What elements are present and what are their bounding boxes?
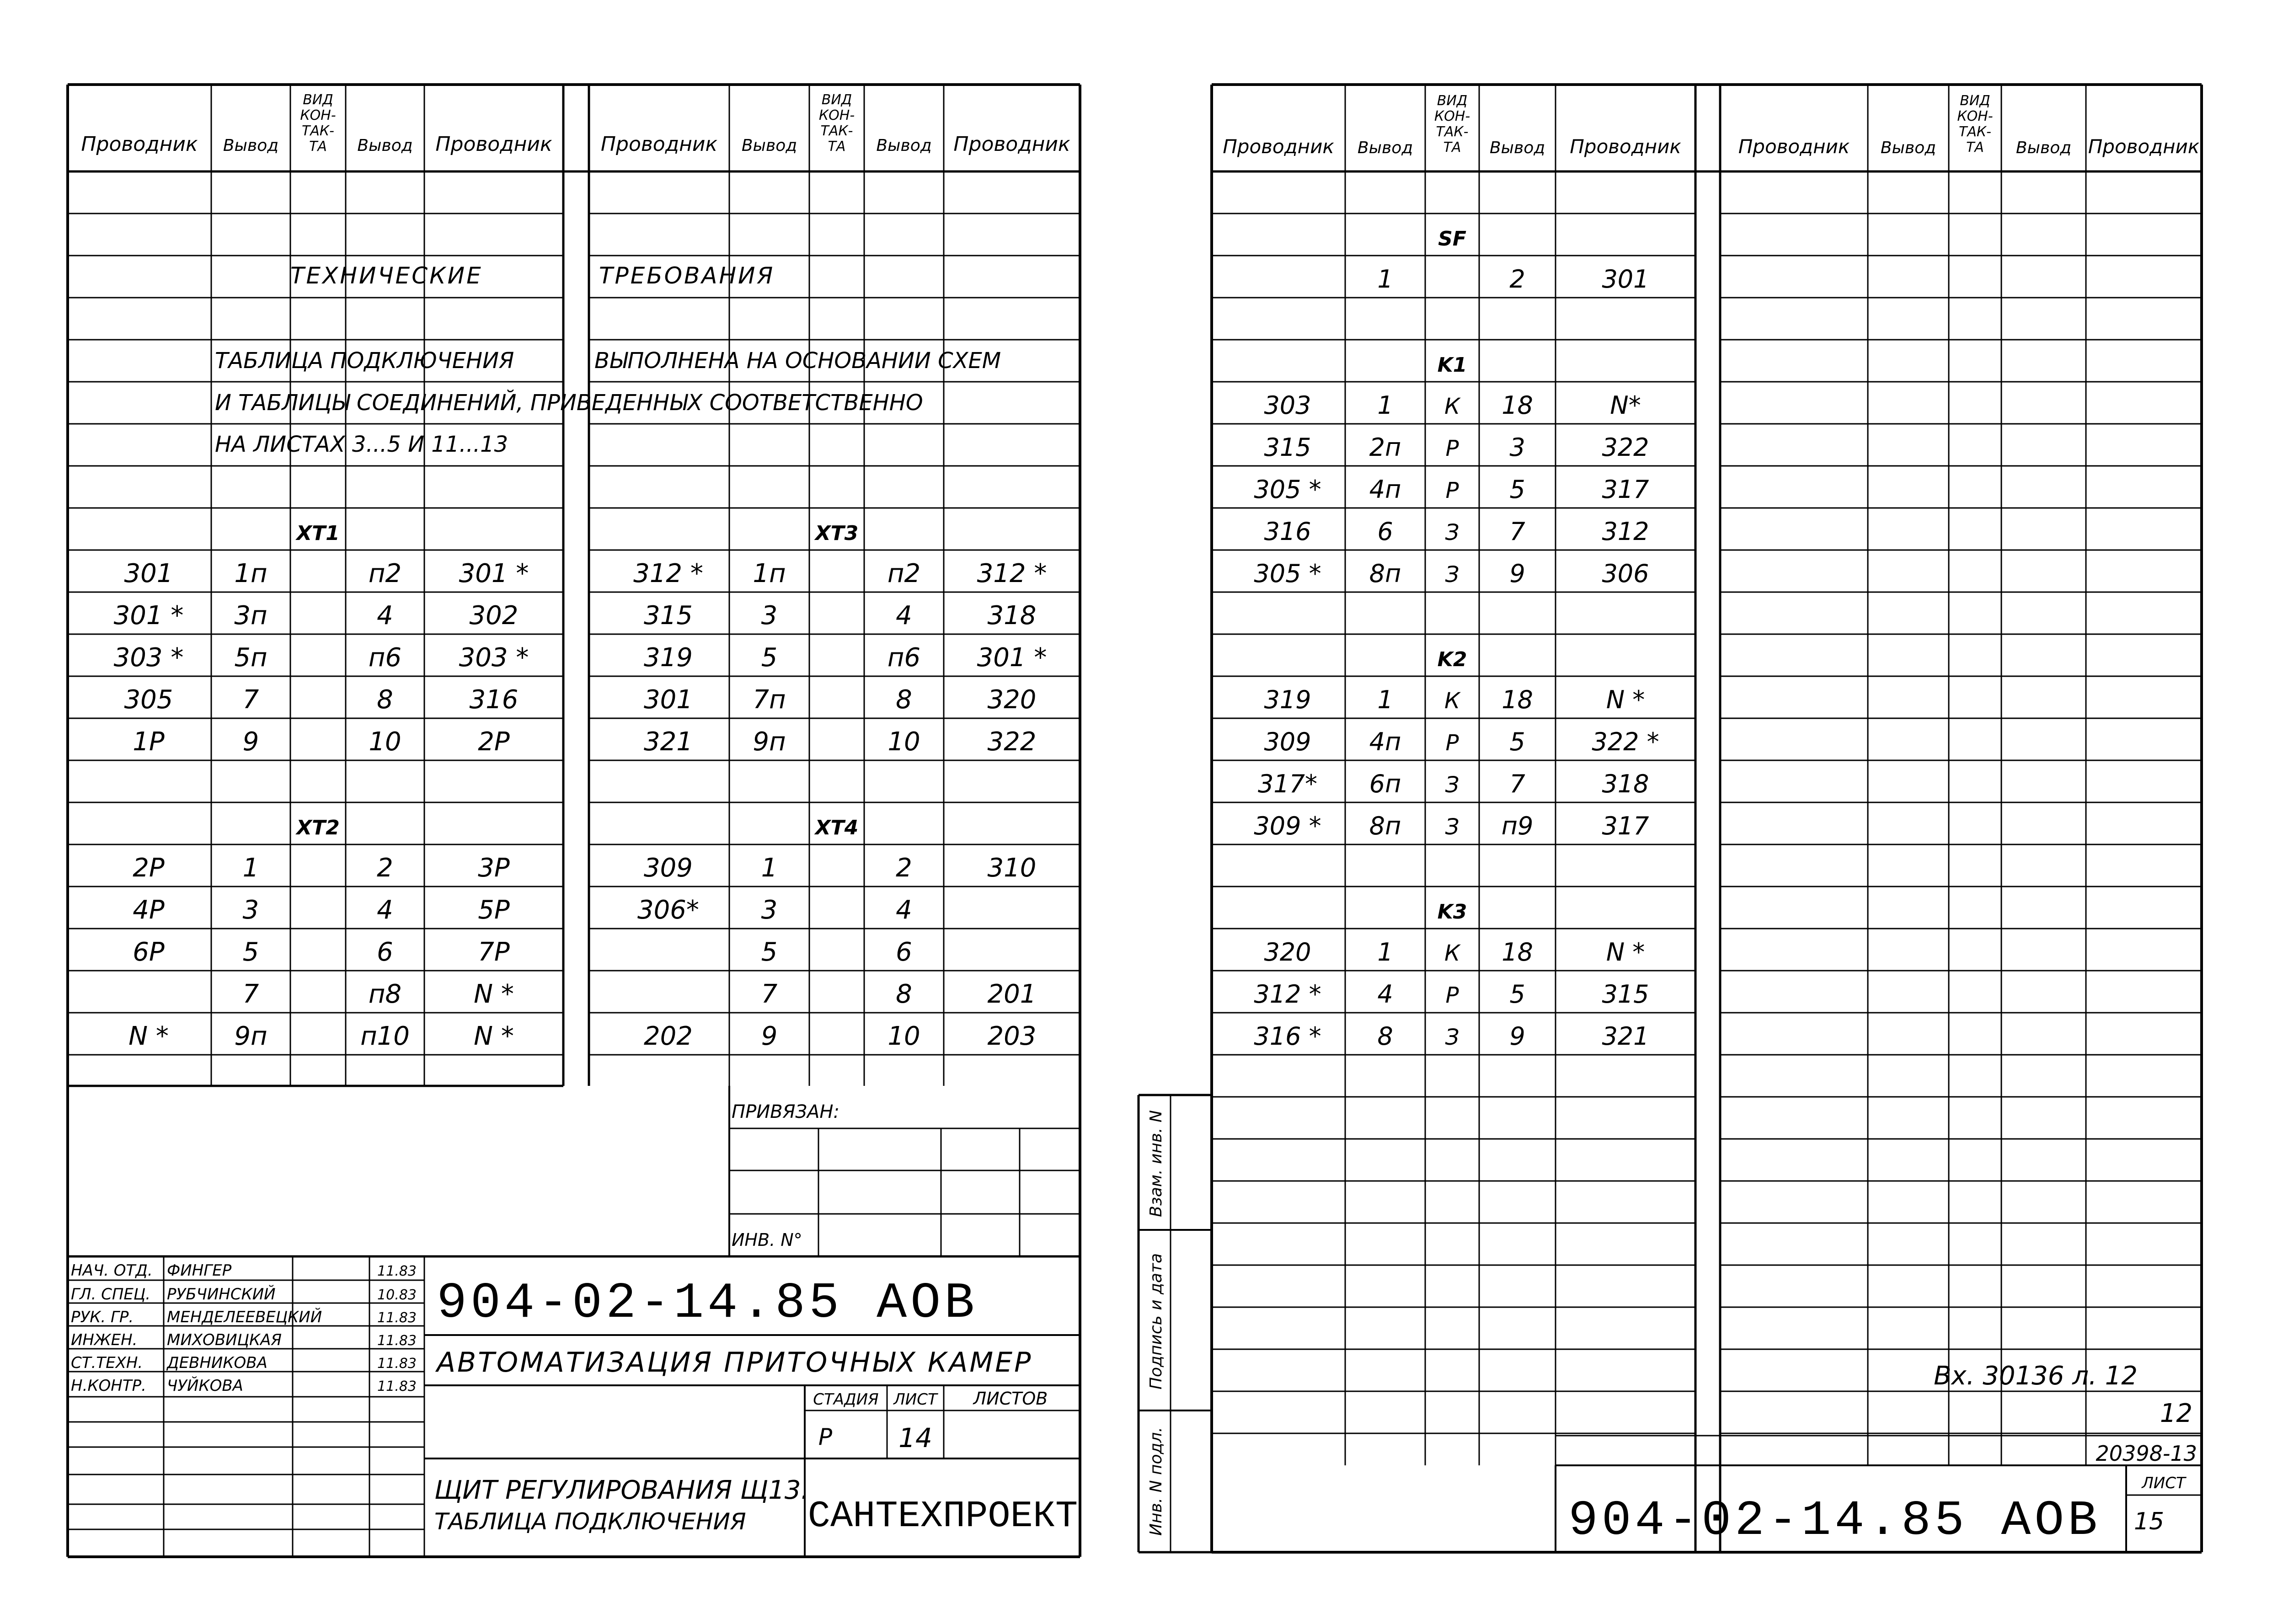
xt2-cell-conductor: 4Р bbox=[133, 895, 165, 925]
archive-number: 20398-13 bbox=[2096, 1441, 2197, 1466]
relay-cell-contact: Р bbox=[1445, 436, 1459, 461]
xt3-cell-conductor: 321 bbox=[644, 727, 693, 757]
incoming-note: Вх. 30136 л. 12 bbox=[1934, 1361, 2138, 1391]
relay-cell-contact: Р bbox=[1445, 983, 1459, 1008]
stage-label: СТАДИЯ bbox=[813, 1390, 879, 1409]
relay-cell-conductor-2: 312 bbox=[1602, 517, 1649, 546]
xt4-cell-conductor: 306* bbox=[637, 895, 699, 925]
xt3-cell-output: 5 bbox=[761, 643, 778, 673]
relay-cell-conductor-2: 315 bbox=[1602, 980, 1649, 1009]
role-label: ГЛ. СПЕЦ. bbox=[71, 1285, 151, 1303]
xt2-cell-conductor-2: 5Р bbox=[478, 895, 510, 925]
xt2-cell-output: 5 bbox=[242, 937, 259, 967]
xt4-cell-output: 1 bbox=[761, 853, 778, 883]
xt1-cell-output: 7 bbox=[242, 685, 259, 715]
xt4-cell-output: 7 bbox=[761, 979, 778, 1009]
right-header-contact: КОН- bbox=[818, 107, 855, 123]
rs-left-header-contact: ТА bbox=[1443, 139, 1461, 155]
xt1-cell-output: 5п bbox=[234, 643, 267, 673]
xt2-cell-output-2: п10 bbox=[360, 1021, 410, 1051]
privyazan-label: ПРИВЯЗАН: bbox=[732, 1101, 839, 1122]
xt1-cell-conductor: 301 bbox=[124, 559, 173, 588]
xt2-cell-output: 7 bbox=[242, 979, 259, 1009]
relay-cell-conductor: 317* bbox=[1257, 769, 1318, 798]
org-name: САНТЕХПРОЕКТ bbox=[807, 1495, 1078, 1538]
relay-cell-conductor-2: 301 bbox=[1602, 265, 1649, 294]
relay-cell-output-2: 5 bbox=[1509, 727, 1525, 756]
relay-cell-output: 1 bbox=[1377, 685, 1393, 714]
right-header-output: Вывод bbox=[741, 136, 797, 155]
relay-cell-conductor-2: 317 bbox=[1602, 812, 1649, 840]
left-header-conductor: Проводник bbox=[81, 133, 198, 156]
right-header-output-2: Вывод bbox=[876, 136, 932, 155]
relay-cell-conductor-2: 306 bbox=[1602, 559, 1649, 588]
tech-line-3: НА ЛИСТАХ 3...5 И 11...13 bbox=[215, 432, 508, 457]
xt2-cell-conductor-2: 7Р bbox=[478, 937, 510, 967]
xt1-cell-conductor: 301 * bbox=[113, 601, 184, 630]
right-sheet-drawing bbox=[1097, 0, 2283, 1624]
xt3-cell-conductor: 319 bbox=[644, 643, 693, 673]
relay-cell-contact: Р bbox=[1445, 478, 1459, 503]
relay-cell-output-2: 7 bbox=[1509, 769, 1525, 798]
relay-cell-output-2: 18 bbox=[1502, 685, 1533, 714]
relay-cell-contact: З bbox=[1445, 562, 1460, 588]
left-header-contact: ТАК- bbox=[302, 123, 334, 139]
relay-cell-conductor: 319 bbox=[1264, 685, 1311, 714]
relay-cell-output-2: 18 bbox=[1502, 391, 1533, 420]
relay-cell-conductor: 315 bbox=[1264, 433, 1311, 462]
relay-cell-output-2: 3 bbox=[1509, 433, 1525, 462]
xt4-cell-output-2: 8 bbox=[896, 979, 912, 1009]
xt4-cell-conductor-2: 201 bbox=[987, 979, 1037, 1009]
xt2-cell-conductor-2: N * bbox=[474, 979, 514, 1009]
rs-right-header-contact: КОН- bbox=[1957, 108, 1993, 124]
inv-no-label: ИНВ. N° bbox=[732, 1230, 802, 1250]
xt3-cell-output: 1п bbox=[753, 559, 786, 588]
xt3-cell-conductor-2: 301 * bbox=[977, 643, 1047, 673]
role-date: 11.83 bbox=[377, 1378, 417, 1394]
relay-cell-conductor: 316 bbox=[1264, 517, 1311, 546]
xt3-cell-conductor: 312 * bbox=[633, 559, 703, 588]
xt2-cell-output-2: п8 bbox=[368, 979, 402, 1009]
xt4-cell-conductor: 202 bbox=[644, 1021, 693, 1051]
xt4-cell-output: 5 bbox=[761, 937, 778, 967]
xt1-cell-output-2: 4 bbox=[377, 601, 393, 630]
relay-group-label: K1 bbox=[1437, 353, 1467, 377]
xt1-cell-conductor: 1Р bbox=[133, 727, 165, 757]
side-label-replace-inv: Взам. инв. N bbox=[1147, 1110, 1166, 1217]
xt4-cell-output: 3 bbox=[761, 895, 778, 925]
xt2-cell-output: 1 bbox=[242, 853, 259, 883]
role-label: СТ.ТЕХН. bbox=[71, 1354, 143, 1372]
drawing-code: 904-02-14.85 АОВ bbox=[437, 1275, 978, 1332]
relay-cell-conductor-2: N* bbox=[1610, 391, 1641, 420]
xt3-cell-output-2: 10 bbox=[888, 727, 920, 757]
relay-group-label: K3 bbox=[1437, 900, 1467, 924]
xt1-cell-conductor: 305 bbox=[124, 685, 173, 715]
relay-cell-output-2: 9 bbox=[1509, 559, 1525, 588]
role-date: 11.83 bbox=[377, 1356, 417, 1372]
relay-cell-contact: З bbox=[1445, 814, 1460, 840]
role-label: НАЧ. ОТД. bbox=[71, 1261, 153, 1280]
project-name: АВТОМАТИЗАЦИЯ ПРИТОЧНЫХ КАМЕР bbox=[437, 1346, 1033, 1378]
xt2-cell-output-2: 2 bbox=[377, 853, 393, 883]
xt3-cell-conductor-2: 322 bbox=[987, 727, 1037, 757]
xt1-cell-output-2: п6 bbox=[368, 643, 402, 673]
drawing-code-right: 904-02-14.85 АОВ bbox=[1568, 1493, 2101, 1549]
relay-cell-conductor-2: 322 bbox=[1602, 433, 1649, 462]
relay-cell-output: 4 bbox=[1377, 980, 1393, 1009]
xt4-cell-conductor: 309 bbox=[644, 853, 693, 883]
xt4-cell-output-2: 6 bbox=[896, 937, 912, 967]
rs-right-header-conductor-2: Проводник bbox=[2088, 135, 2200, 158]
rs-left-header-contact: КОН- bbox=[1434, 108, 1470, 124]
relay-cell-conductor: 305 * bbox=[1254, 475, 1321, 504]
relay-cell-output-2: 9 bbox=[1509, 1022, 1525, 1051]
relay-cell-output: 8п bbox=[1369, 812, 1401, 840]
tech-line-1a: ТАБЛИЦА ПОДКЛЮЧЕНИЯ bbox=[215, 348, 514, 374]
relay-cell-contact: К bbox=[1444, 688, 1460, 714]
role-date: 11.83 bbox=[377, 1263, 417, 1279]
left-header-output: Вывод bbox=[223, 136, 279, 155]
right-header-contact: ТАК- bbox=[820, 123, 853, 139]
relay-cell-output-2: п9 bbox=[1501, 812, 1534, 840]
xt2-group-label: XT2 bbox=[296, 816, 340, 839]
role-label: РУК. ГР. bbox=[71, 1308, 134, 1326]
xt2-cell-output-2: 4 bbox=[377, 895, 393, 925]
xt2-cell-conductor: N * bbox=[128, 1021, 169, 1051]
tech-line-1b: ВЫПОЛНЕНА НА ОСНОВАНИИ СХЕМ bbox=[594, 348, 1001, 374]
relay-cell-output: 4п bbox=[1369, 475, 1401, 504]
rs-left-header-conductor: Проводник bbox=[1223, 135, 1334, 158]
relay-cell-output: 6п bbox=[1369, 769, 1401, 798]
xt3-cell-conductor: 301 bbox=[644, 685, 693, 715]
relay-cell-conductor-2: N * bbox=[1606, 938, 1645, 967]
xt3-cell-conductor: 315 bbox=[644, 601, 693, 630]
xt1-cell-output-2: 8 bbox=[377, 685, 393, 715]
xt1-cell-output-2: 10 bbox=[369, 727, 401, 757]
relay-cell-contact: К bbox=[1444, 940, 1460, 966]
role-name: МИХОВИЦКАЯ bbox=[167, 1331, 282, 1349]
side-label-inv-original: Инв. N подл. bbox=[1147, 1427, 1166, 1536]
rs-right-header-contact: ТА bbox=[1966, 139, 1984, 155]
right-header-contact: ТА bbox=[828, 139, 846, 155]
xt4-group-label: XT4 bbox=[815, 816, 859, 839]
xt3-cell-output: 9п bbox=[753, 727, 786, 757]
relay-cell-output: 1 bbox=[1377, 391, 1393, 420]
relay-cell-conductor: 312 * bbox=[1254, 980, 1321, 1009]
relay-cell-conductor: 316 * bbox=[1254, 1022, 1321, 1051]
relay-cell-contact: З bbox=[1445, 520, 1460, 545]
rs-right-header-output: Вывод bbox=[1880, 139, 1936, 157]
role-date: 10.83 bbox=[377, 1287, 417, 1303]
xt2-cell-conductor: 2Р bbox=[133, 853, 165, 883]
role-name: РУБЧИНСКИЙ bbox=[167, 1285, 276, 1303]
drawing-title-1: ЩИТ РЕГУЛИРОВАНИЯ Щ13. bbox=[434, 1475, 809, 1505]
relay-cell-output: 8п bbox=[1369, 559, 1401, 588]
xt3-cell-conductor-2: 318 bbox=[987, 601, 1037, 630]
left-header-contact: ТА bbox=[309, 139, 327, 155]
rs-right-header-contact: ТАК- bbox=[1959, 124, 1991, 140]
rs-right-header-output-2: Вывод bbox=[2016, 139, 2072, 157]
xt1-cell-conductor-2: 301 * bbox=[459, 559, 529, 588]
relay-cell-conductor: 303 bbox=[1264, 391, 1311, 420]
role-label: Н.КОНТР. bbox=[71, 1377, 146, 1395]
xt4-cell-output-2: 10 bbox=[888, 1021, 920, 1051]
xt3-cell-output: 7п bbox=[753, 685, 786, 715]
relay-group-label: SF bbox=[1438, 227, 1466, 251]
relay-cell-contact: К bbox=[1444, 394, 1460, 419]
role-name: ФИНГЕР bbox=[167, 1261, 232, 1280]
xt1-cell-output-2: п2 bbox=[368, 559, 402, 588]
xt1-cell-output: 1п bbox=[234, 559, 267, 588]
role-name: МЕНДЕЛЕЕВЕЦКИЙ bbox=[167, 1308, 322, 1326]
stage-value: Р bbox=[818, 1424, 833, 1450]
right-header-conductor: Проводник bbox=[600, 133, 718, 156]
xt1-cell-conductor-2: 303 * bbox=[459, 643, 529, 673]
relay-cell-output: 1 bbox=[1377, 265, 1393, 294]
xt3-cell-conductor-2: 312 * bbox=[977, 559, 1047, 588]
xt4-cell-output-2: 4 bbox=[896, 895, 912, 925]
tech-title-2: ТРЕБОВАНИЯ bbox=[599, 262, 775, 289]
xt2-cell-output: 3 bbox=[242, 895, 259, 925]
rs-left-header-contact: ВИД bbox=[1437, 93, 1468, 109]
xt1-cell-output: 3п bbox=[234, 601, 267, 630]
relay-cell-output: 1 bbox=[1377, 938, 1393, 967]
right-sheet bbox=[1097, 0, 2283, 1624]
relay-cell-conductor: 320 bbox=[1264, 938, 1311, 967]
tech-line-2: И ТАБЛИЦЫ СОЕДИНЕНИЙ, ПРИВЕДЕННЫХ СООТВЕТСТВЕННО bbox=[215, 390, 923, 416]
rs-right-header-conductor: Проводник bbox=[1738, 135, 1850, 158]
relay-cell-output: 8 bbox=[1377, 1022, 1393, 1051]
xt4-cell-conductor-2: 310 bbox=[987, 853, 1037, 883]
tech-title-1: ТЕХНИЧЕСКИЕ bbox=[290, 262, 483, 289]
xt3-cell-conductor-2: 320 bbox=[987, 685, 1037, 715]
role-date: 11.83 bbox=[377, 1333, 417, 1349]
sheet-value: 14 bbox=[898, 1422, 932, 1453]
relay-cell-contact: Р bbox=[1445, 730, 1459, 756]
relay-cell-output-2: 18 bbox=[1502, 938, 1533, 967]
sheet-number-12: 12 bbox=[2160, 1399, 2192, 1428]
xt1-group-label: XT1 bbox=[296, 522, 340, 545]
xt1-cell-conductor-2: 2Р bbox=[478, 727, 510, 757]
relay-cell-output: 6 bbox=[1377, 517, 1393, 546]
side-label-signature-date: Подпись и дата bbox=[1147, 1253, 1166, 1390]
relay-cell-contact: З bbox=[1445, 1025, 1460, 1050]
xt3-group-label: XT3 bbox=[815, 522, 859, 545]
relay-cell-output-2: 5 bbox=[1509, 980, 1525, 1009]
rs-left-header-contact: ТАК- bbox=[1436, 124, 1469, 140]
rs-left-header-output-2: Вывод bbox=[1489, 139, 1545, 157]
left-header-contact: КОН- bbox=[300, 107, 336, 123]
right-header-conductor-2: Проводник bbox=[953, 133, 1070, 156]
relay-cell-contact: З bbox=[1445, 772, 1460, 798]
relay-cell-conductor-2: 321 bbox=[1602, 1022, 1649, 1051]
xt4-cell-conductor-2: 203 bbox=[987, 1021, 1037, 1051]
drawing-title-2: ТАБЛИЦА ПОДКЛЮЧЕНИЯ bbox=[434, 1508, 746, 1535]
relay-cell-output-2: 5 bbox=[1509, 475, 1525, 504]
relay-cell-conductor-2: 322 * bbox=[1592, 727, 1659, 756]
relay-cell-output: 4п bbox=[1369, 727, 1401, 756]
sheet-value-right: 15 bbox=[2133, 1508, 2165, 1535]
right-header-contact: ВИД bbox=[821, 92, 852, 108]
role-label: ИНЖЕН. bbox=[71, 1331, 138, 1349]
relay-cell-conductor-2: 318 bbox=[1602, 769, 1649, 798]
relay-cell-conductor: 309 bbox=[1264, 727, 1311, 756]
rs-right-header-contact: ВИД bbox=[1960, 93, 1990, 109]
xt1-cell-conductor-2: 316 bbox=[469, 685, 519, 715]
role-date: 11.83 bbox=[377, 1310, 417, 1326]
relay-cell-output: 2п bbox=[1369, 433, 1401, 462]
relay-cell-conductor-2: 317 bbox=[1602, 475, 1649, 504]
xt2-cell-conductor-2: N * bbox=[474, 1021, 514, 1051]
sheet-label: ЛИСТ bbox=[893, 1390, 937, 1409]
rs-left-header-output: Вывод bbox=[1357, 139, 1413, 157]
xt3-cell-output-2: п2 bbox=[887, 559, 921, 588]
xt3-cell-output-2: 8 bbox=[896, 685, 912, 715]
role-name: ДЕВНИКОВА bbox=[167, 1354, 267, 1372]
sheets-label: ЛИСТОВ bbox=[973, 1389, 1048, 1409]
role-name: ЧУЙКОВА bbox=[167, 1377, 243, 1395]
relay-cell-conductor: 309 * bbox=[1254, 812, 1321, 840]
left-header-contact: ВИД bbox=[303, 92, 333, 108]
xt3-cell-output: 3 bbox=[761, 601, 778, 630]
left-header-output-2: Вывод bbox=[357, 136, 413, 155]
relay-cell-conductor: 305 * bbox=[1254, 559, 1321, 588]
left-sheet-drawing bbox=[0, 0, 1097, 1624]
relay-cell-conductor-2: N * bbox=[1606, 685, 1645, 714]
xt1-cell-conductor: 303 * bbox=[113, 643, 184, 673]
left-sheet bbox=[0, 0, 1097, 1624]
xt2-cell-output-2: 6 bbox=[377, 937, 393, 967]
xt4-cell-output: 9 bbox=[761, 1021, 778, 1051]
rs-left-header-conductor-2: Проводник bbox=[1570, 135, 1681, 158]
sheet-label-right: ЛИСТ bbox=[2142, 1474, 2186, 1492]
relay-group-label: K2 bbox=[1437, 648, 1467, 671]
xt2-cell-conductor: 6Р bbox=[133, 937, 165, 967]
relay-cell-output-2: 7 bbox=[1509, 517, 1525, 546]
xt1-cell-conductor-2: 302 bbox=[469, 601, 519, 630]
left-header-conductor-2: Проводник bbox=[435, 133, 552, 156]
xt2-cell-output: 9п bbox=[234, 1021, 267, 1051]
xt2-cell-conductor-2: 3Р bbox=[478, 853, 510, 883]
xt4-cell-output-2: 2 bbox=[896, 853, 912, 883]
xt3-cell-output-2: п6 bbox=[887, 643, 921, 673]
xt3-cell-output-2: 4 bbox=[896, 601, 912, 630]
xt1-cell-output: 9 bbox=[242, 727, 259, 757]
relay-cell-output-2: 2 bbox=[1509, 265, 1525, 294]
